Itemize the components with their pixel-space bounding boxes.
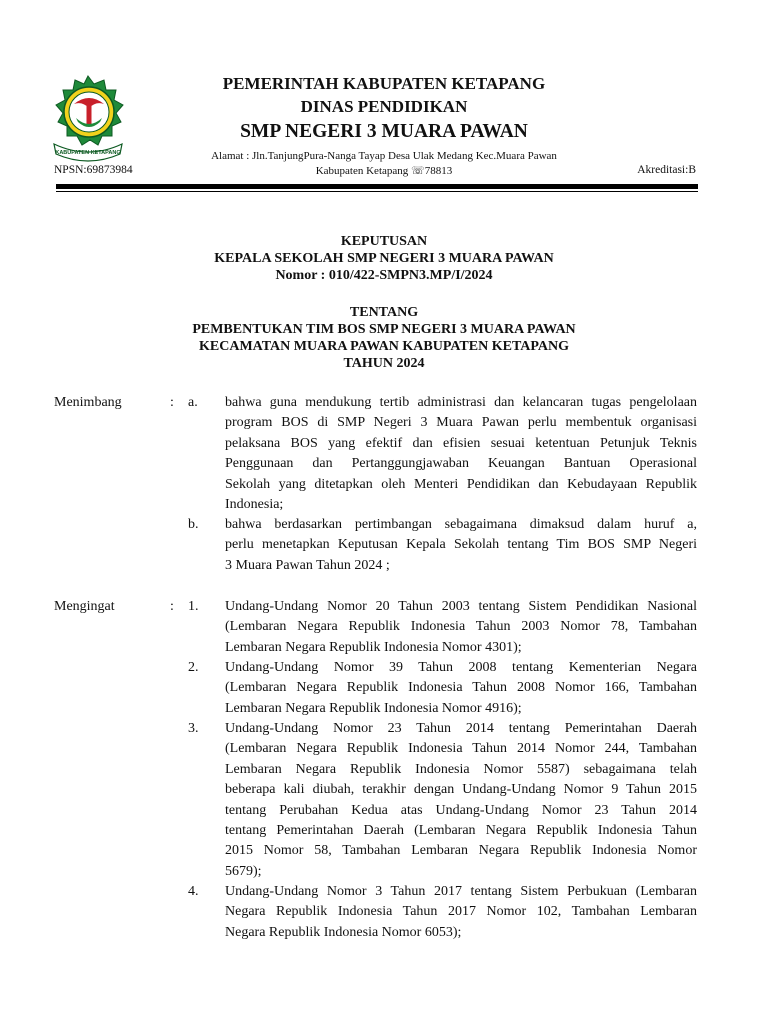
text-line: beberapa kali diubah, terakhir dengan Undang-Undang Nomor 9 Tahun 2015: [225, 782, 697, 798]
decree-issuer: KEPALA SEKOLAH SMP NEGERI 3 MUARA PAWAN: [214, 251, 554, 266]
decree-subject-line2: KECAMATAN MUARA PAWAN KABUPATEN KETAPANG: [199, 339, 569, 354]
text-line: Penggunaan dan Pertanggungjawaban Keuangan Bantuan Operasional: [225, 456, 697, 472]
letterhead-thin-rule: [56, 191, 698, 192]
text-line: perlu menetapkan Keputusan Kepala Sekolah tentang Tim BOS SMP Negeri: [225, 537, 697, 553]
text-line: tentang Perubahan Kedua atas Undang-Undang Nomor 23 Tahun 2014: [225, 802, 697, 818]
mengingat-item-2: [225, 658, 697, 719]
decree-number: Nomor : 010/422-SMPN3.MP/I/2024: [275, 268, 493, 283]
accreditation-status: Akreditasi:B: [637, 164, 696, 176]
text-line: Undang-Undang Nomor 20 Tahun 2003 tentang Sistem Pendidikan Nasional: [225, 599, 697, 614]
menimbang-item-marker: a.: [188, 395, 198, 410]
mengingat-item-3: [225, 719, 697, 882]
menimbang-item-a: [225, 393, 697, 515]
mengingat-item-4: [225, 882, 697, 943]
text-line: Indonesia;: [225, 497, 284, 513]
text-line: (Lembaran Negara Republik Indonesia Tahun 2003 Nomor 78, Tambahan: [225, 619, 697, 635]
mengingat-colon: :: [170, 599, 174, 614]
text-line: program BOS di SMP Negeri 3 Muara Pawan perlu membentuk organisasi: [225, 415, 697, 431]
text-line: 5679);: [225, 863, 262, 879]
text-line: tentang Pemerintahan Daerah (Lembaran Negara Republik Indonesia Tahun: [225, 823, 697, 839]
text-line: Sekolah yang ditetapkan oleh Menteri Pendidikan dan Kebudayaan Republik: [225, 476, 697, 492]
decree-heading: KEPUTUSAN: [340, 234, 428, 249]
decree-subject-line3: TAHUN 2024: [343, 356, 425, 371]
text-line: Undang-Undang Nomor 23 Tahun 2014 tentang Pemerintahan Daerah: [225, 721, 697, 736]
mengingat-item-marker: 2.: [188, 660, 199, 675]
letterhead-address-line2: Kabupaten Ketapang ☏78813: [315, 165, 453, 177]
logo-ribbon-text: KABUPATEN KETAPANG: [55, 150, 121, 156]
mengingat-item-marker: 1.: [188, 599, 199, 614]
text-line: Undang-Undang Nomor 39 Tahun 2008 tentang Kementerian Negara: [225, 660, 697, 675]
text-line: (Lembaran Negara Republik Indonesia Tahun 2008 Nomor 166, Tambahan: [225, 680, 697, 696]
mengingat-label: Mengingat: [54, 599, 115, 614]
letterhead-department: DINAS PENDIDIKAN: [300, 97, 468, 116]
decree-about: TENTANG: [349, 305, 419, 320]
menimbang-item-marker: b.: [188, 517, 199, 532]
menimbang-colon: :: [170, 395, 174, 410]
mengingat-item-marker: 4.: [188, 884, 199, 899]
text-line: 2015 Nomor 58, Tambahan Lembaran Negara Republik Indonesia Nomor: [225, 843, 697, 859]
text-line: bahwa berdasarkan pertimbangan sebagaimana dimaksud dalam huruf a,: [225, 517, 697, 532]
text-line: Negara Republik Indonesia Nomor 6053);: [225, 924, 462, 940]
text-line: (Lembaran Negara Republik Indonesia Tahun 2014 Nomor 244, Tambahan: [225, 741, 697, 757]
mengingat-item-1: [225, 597, 697, 658]
text-line: pelaksana BOS yang efektif dan efisien sesuai ketentuan Petunjuk Teknis: [225, 435, 697, 451]
letterhead-thick-rule: [56, 184, 698, 189]
npsn-number: NPSN:69873984: [54, 164, 133, 176]
text-line: Lembaran Negara Republik Indonesia Nomor 4301);: [225, 639, 522, 655]
text-line: Undang-Undang Nomor 3 Tahun 2017 tentang Sistem Perbukuan (Lembaran: [225, 884, 697, 899]
text-line: bahwa guna mendukung tertib administrasi dan kelancaran tugas pengelolaan: [225, 395, 697, 410]
menimbang-label: Menimbang: [54, 395, 122, 410]
menimbang-item-b: [225, 515, 697, 576]
text-line: Lembaran Negara Republik Indonesia Nomor 5587) sebagaimana telah: [225, 761, 697, 777]
letterhead-government: PEMERINTAH KABUPATEN KETAPANG: [222, 74, 546, 93]
text-line: Negara Republik Indonesia Tahun 2017 Nomor 102, Tambahan Lembaran: [225, 904, 697, 920]
letterhead-school-name: SMP NEGERI 3 MUARA PAWAN: [240, 121, 528, 142]
text-line: Lembaran Negara Republik Indonesia Nomor 4916);: [225, 700, 522, 716]
decree-subject-line1: PEMBENTUKAN TIM BOS SMP NEGERI 3 MUARA PAWAN: [192, 322, 576, 337]
letterhead-address-line1: Alamat : Jln.TanjungPura-Nanga Tayap Desa Ulak Medang Kec.Muara Pawan: [211, 150, 557, 162]
text-line: 3 Muara Pawan Tahun 2024 ;: [225, 557, 390, 573]
mengingat-item-marker: 3.: [188, 721, 199, 736]
